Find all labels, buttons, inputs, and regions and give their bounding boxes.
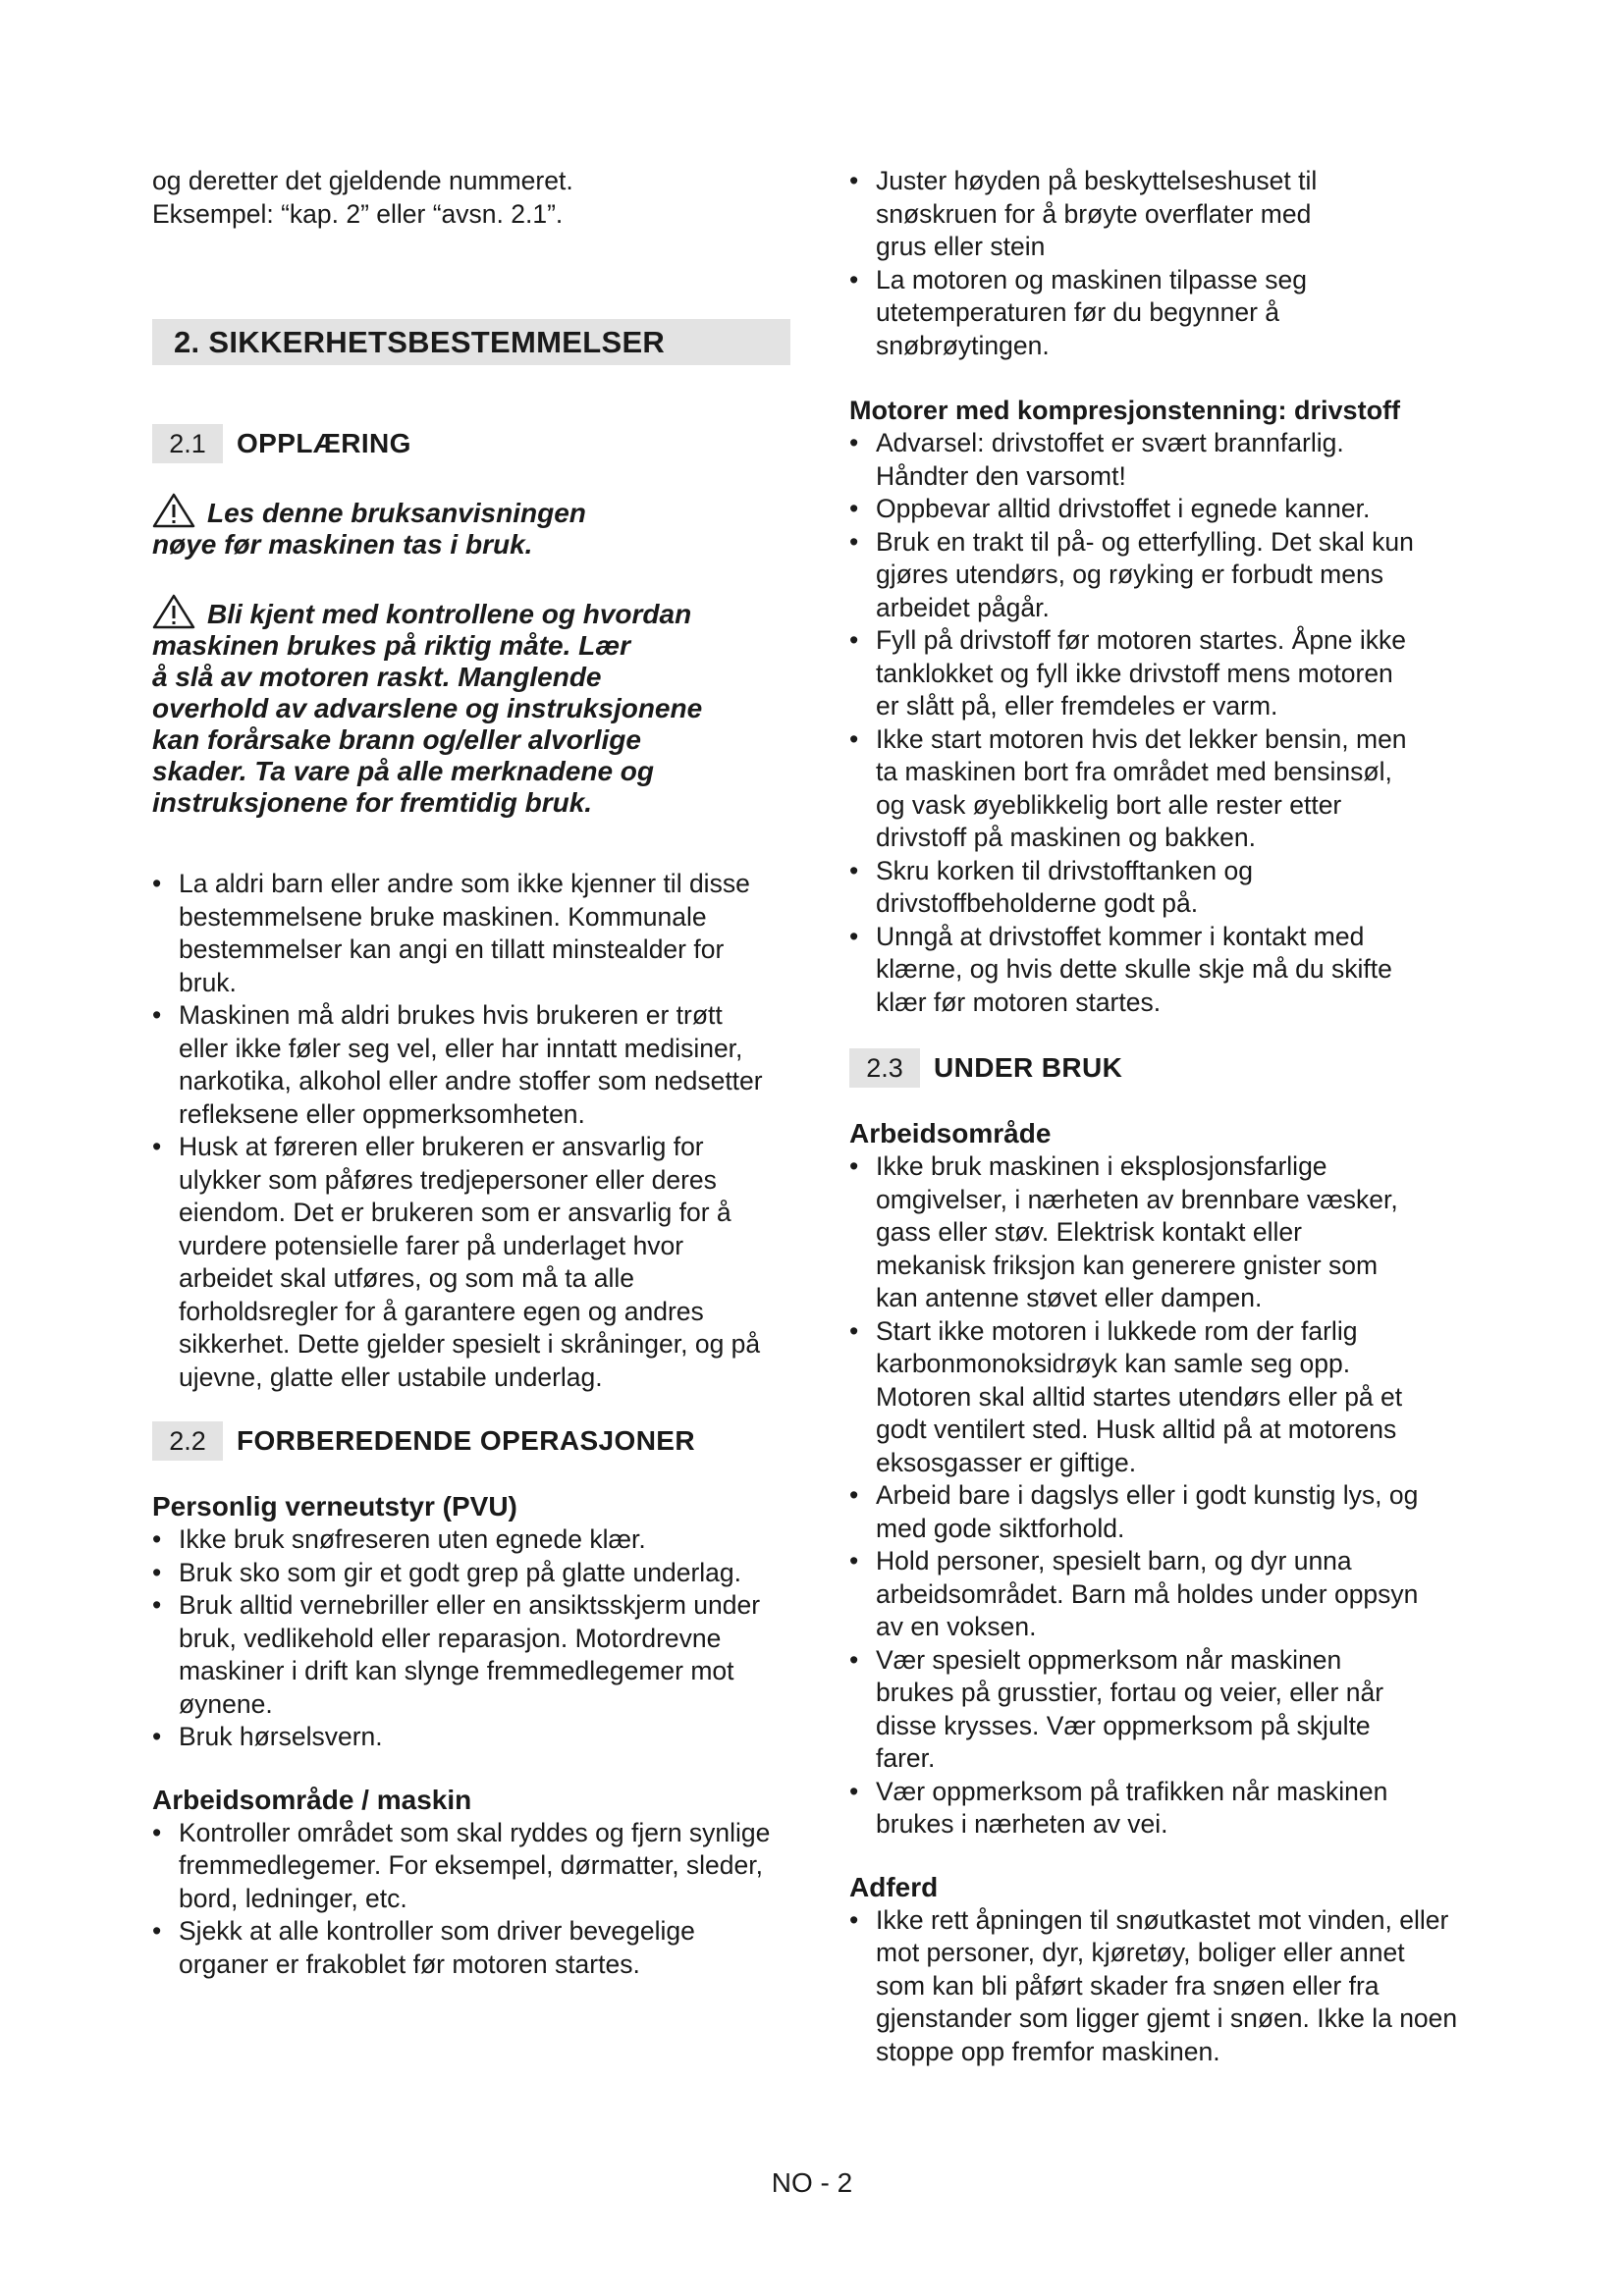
warning-triangle-icon [152,594,195,629]
list-item: • Ikke rett åpningen til snøutkastet mot vinden, eller mot personer, dyr, kjøretøy, boliger eller annet som kan bli påført skader fra snøen eller fra gjenstander som ligger gjemt i snøen. Ikke la noen stoppe opp fremfor maskinen. [849,1904,1458,2069]
warning-2-line-6: skader. Ta vare på alle merknadene og [152,756,654,786]
section-number: 2.1 [152,424,223,463]
warning-triangle-icon [152,493,195,528]
section-title: FORBEREDENDE OPERASJONER [237,1425,696,1456]
list-item: • Ikke bruk maskinen i eksplosjonsfarlige omgivelser, i nærheten av brennbare væsker, gass eller støv. Elektrisk kontakt eller mekanisk friksjon kan generere gnister som kan antenne støvet eller dampen. [849,1150,1419,1315]
list-item: • Hold personer, spesielt barn, og dyr unna arbeidsområdet. Barn må holdes under oppsyn av en voksen. [849,1545,1419,1644]
list-item: • Start ikke motoren i lukkede rom der farlig karbonmonoksidrøyk kan samle seg opp. Motoren skal alltid startes utendørs eller på et godt ventilert sted. Husk alltid på at motorens eksosgasser er giftige. [849,1315,1419,1480]
section-title: OPPLÆRING [237,428,411,458]
list-item: • Vær oppmerksom på trafikken når maskinen brukes i nærheten av vei. [849,1776,1419,1842]
list-item: • Ikke start motoren hvis det lekker bensin, men ta maskinen bort fra området med bensinsøl, og vask øyeblikkelig bort alle rester etter drivstoff på maskinen og bakken. [849,723,1419,855]
list-item: • Bruk alltid vernebriller eller en ansiktsskjerm under bruk, vedlikehold eller reparasjon. Motordrevne maskiner i drift kan slynge fremmedlegemer mot øynene. [152,1589,771,1721]
list-item: • Bruk sko som gir et godt grep på glatte underlag. [152,1557,771,1590]
list-item: • Bruk hørselsvern. [152,1721,771,1754]
warning-2-line-5: kan forårsake brann og/eller alvorlige [152,724,641,755]
section-2-1-list [152,868,790,1394]
right-column [849,165,1478,2068]
list-item: • Sjekk at alle kontroller som driver bevegelige organer er frakoblet før motoren startes. [152,1915,771,1981]
fuel-heading: Motorer med kompresjonstenning: drivstoff [849,396,1401,425]
intro-line-2: Eksempel: “kap. 2” eller “avsn. 2.1”. [152,198,564,229]
list-item: • Ikke bruk snøfreseren uten egnede klær. [152,1523,771,1557]
list-item: • Husk at føreren eller brukeren er ansvarlig for ulykker som påføres tredjepersoner eller deres eiendom. Det er brukeren som er ansvarlig for å vurdere potensielle farer på underlaget hvor arbeidet skal utføres, og som må ta alle forholdsregler for å garantere egen og andres sikkerhet. Dette gjelder spesielt i skråninger, og på ujevne, glatte eller ustabile underlag. [152,1131,763,1394]
warning-2-line-7: instruksjonene for fremtidig bruk. [152,787,593,818]
warning-2 [152,594,790,819]
warning-2-line-3: å slå av motoren raskt. Manglende [152,662,602,692]
list-item: • Skru korken til drivstofftanken og drivstoffbeholderne godt på. [849,855,1419,921]
section-number: 2.2 [152,1421,223,1461]
list-item: • Bruk en trakt til på- og etterfylling. Det skal kun gjøres utendørs, og røyking er forbudt mens arbeidet pågår. [849,526,1419,625]
warning-1-line-1: Les denne bruksanvisningen [207,498,586,528]
warning-1-line-2: nøye før maskinen tas i bruk. [152,529,533,560]
behaviour-heading: Adferd [849,1871,939,1902]
area-heading: Arbeidsområde / maskin [152,1784,472,1815]
work-area-heading: Arbeidsområde [849,1118,1052,1148]
list-item: • Advarsel: drivstoffet er svært brannfarlig. Håndter den varsomt! [849,427,1419,493]
left-column [152,165,790,1981]
area-list [152,1817,790,1982]
list-item: • Arbeid bare i dagslys eller i godt kunstig lys, og med gode siktforhold. [849,1479,1419,1545]
section-number: 2.3 [849,1048,920,1088]
list-item: • La motoren og maskinen tilpasse seg utetemperaturen før du begynner å snøbrøytingen. [849,264,1330,363]
pvu-list [152,1523,790,1754]
list-item: • Fyll på drivstoff før motoren startes. Åpne ikke tanklokket og fyll ikke drivstoff mens motoren er slått på, eller fremdeles er varm. [849,624,1419,723]
list-item: • Maskinen må aldri brukes hvis brukeren er trøtt eller ikke føler seg vel, eller har inntatt medisiner, narkotika, alkohol eller andre stoffer som nedsetter refleksene eller oppmerksomheten. [152,999,763,1131]
warning-1 [152,493,790,561]
fuel-list [849,427,1478,1019]
top-list [849,165,1478,362]
section-title: UNDER BRUK [934,1052,1123,1083]
list-item: • Oppbevar alltid drivstoffet i egnede kanner. [849,493,1419,526]
warning-2-line-2: maskinen brukes på riktig måte. Lær [152,630,631,661]
list-item: • Kontroller området som skal ryddes og fjern synlige fremmedlegemer. For eksempel, dørmatter, sleder, bord, ledninger, etc. [152,1817,771,1916]
behaviour-list [849,1904,1478,2069]
list-item: • La aldri barn eller andre som ikke kjenner til disse bestemmelsene bruke maskinen. Kommunale bestemmelser kan angi en tillatt minstealder for bruk. [152,868,763,999]
list-item: • Unngå at drivstoffet kommer i kontakt med klærne, og hvis dette skulle skje må du skifte klær før motoren startes. [849,921,1419,1020]
list-item: • Vær spesielt oppmerksom når maskinen brukes på grusstier, fortau og veier, eller når disse krysses. Vær oppmerksom på skjulte farer. [849,1644,1419,1776]
work-area-list [849,1150,1478,1842]
section-2-heading: 2. SIKKERHETSBESTEMMELSER [152,319,790,365]
section-2-3-heading [849,1048,1478,1088]
section-2-2-heading [152,1421,790,1461]
page-number: NO - 2 [771,2167,853,2198]
list-item: • Juster høyden på beskyttelseshuset til snøskruen for å brøyte overflater med grus eller stein [849,165,1330,264]
warning-2-line-1: Bli kjent med kontrollene og hvordan [207,599,692,629]
section-2-1-heading [152,424,790,463]
pvu-heading: Personlig verneutstyr (PVU) [152,1491,517,1522]
warning-2-line-4: overhold av advarslene og instruksjonene [152,693,703,723]
intro-line-1: og deretter det gjeldende nummeret. [152,166,573,195]
